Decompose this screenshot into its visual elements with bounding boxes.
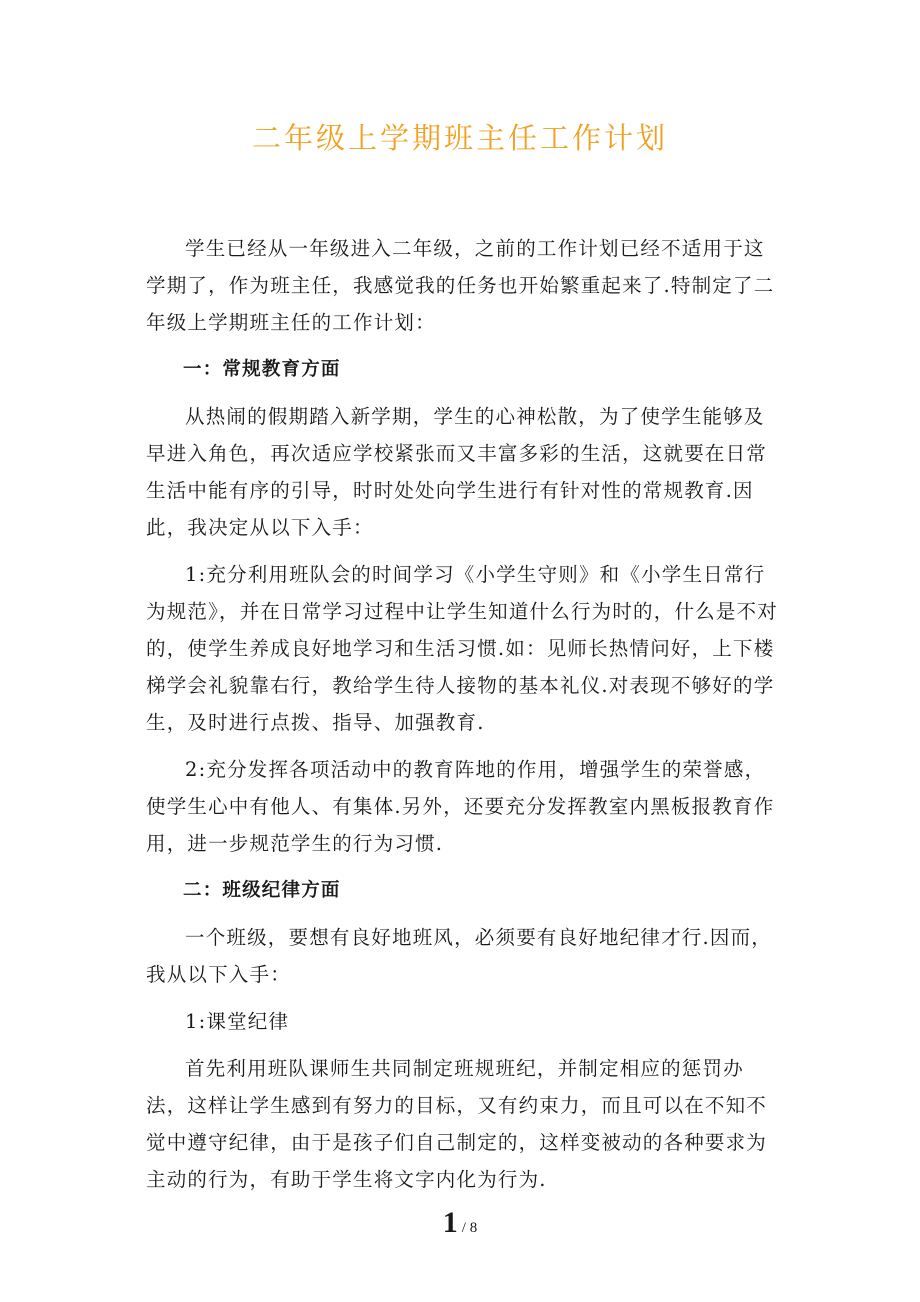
paragraph-routine-item-2: 2:充分发挥各项活动中的教育阵地的作用，增强学生的荣誉感，使学生心中有他人、有集体.另外，还要充分发挥教室内黑板报教育作用，进一步规范学生的行为习惯. bbox=[146, 758, 775, 855]
total-pages: / 8 bbox=[461, 1220, 478, 1236]
page-number bbox=[0, 1206, 920, 1240]
document-title: 二年级上学期班主任工作计划 bbox=[251, 121, 668, 155]
section-heading-class-discipline: 二：班级纪律方面 bbox=[183, 880, 341, 901]
paragraph-intro: 学生已经从一年级进入二年级，之前的工作计划已经不适用于这学期了，作为班主任，我感觉我的任务也开始繁重起来了.特制定了二年级上学期班主任的工作计划： bbox=[146, 237, 775, 334]
document-body bbox=[146, 230, 778, 1208]
paragraph-routine-intro: 从热闹的假期踏入新学期，学生的心神松散，为了使学生能够及早进入角色，再次适应学校紧张而又丰富多彩的生活，这就要在日常生活中能有序的引导，时时处处向学生进行有针对性的常规教育.因此，我决定从以下入手： bbox=[146, 405, 768, 539]
paragraph-discipline-item-1-body: 首先利用班队课师生共同制定班规班纪，并制定相应的惩罚办法，这样让学生感到有努力的目标，又有约束力，而且可以在不知不觉中遵守纪律，由于是孩子们自己制定的，这样变被动的各种要求为主动的行为，有助于学生将文字内化为行为. bbox=[146, 1057, 768, 1191]
paragraph-routine-item-1: 1:充分利用班队会的时间学习《小学生守则》和《小学生日常行为规范》，并在日常学习过程中让学生知道什么行为时的，什么是不对的，使学生养成良好地学习和生活习惯.如：见师长热情问好，上下楼梯学会礼貌靠右行，教给学生待人接物的基本礼仪.对表现不够好的学生，及时进行点拨、指导、加强教育. bbox=[146, 563, 778, 734]
paragraph-discipline-intro: 一个班级，要想有良好地班风，必须要有良好地纪律才行.因而，我从以下入手： bbox=[146, 926, 772, 986]
current-page-number: 1 bbox=[442, 1206, 458, 1239]
section-heading-routine-education: 一：常规教育方面 bbox=[183, 359, 341, 380]
paragraph-discipline-item-1-label: 1:课堂纪律 bbox=[185, 1010, 290, 1033]
